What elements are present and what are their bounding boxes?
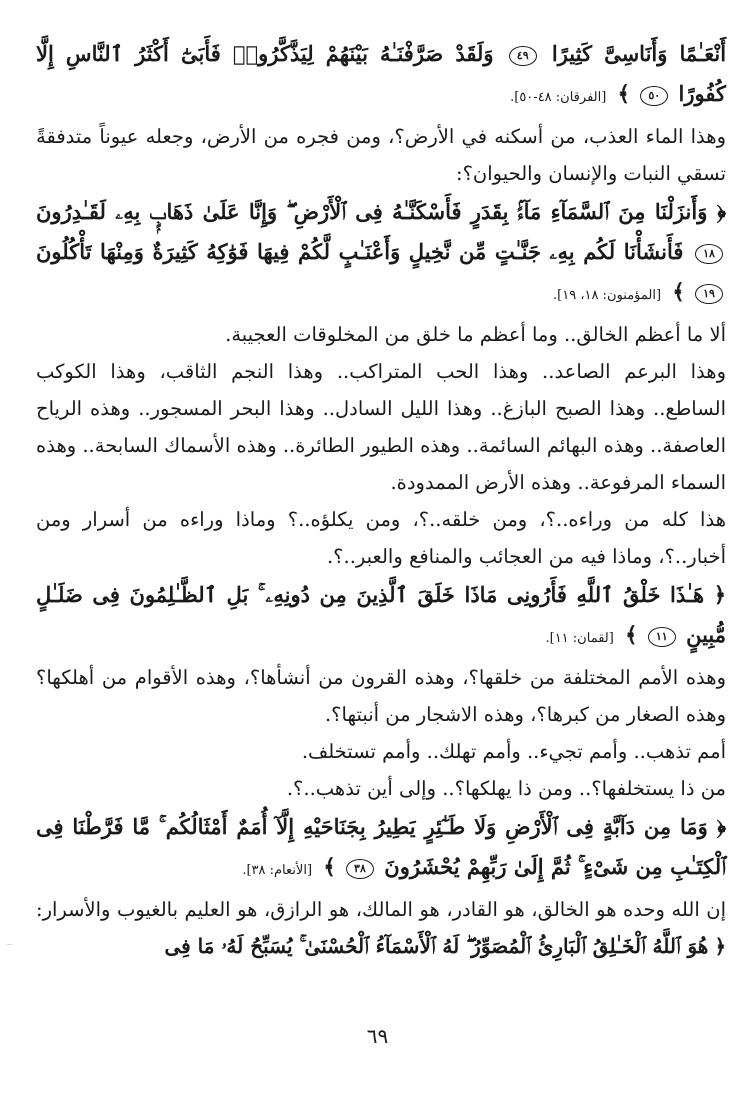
ayah-number: ١٨ <box>695 244 723 264</box>
ayah-number: ٥٠ <box>640 86 668 106</box>
paragraph-with-verse <box>36 891 726 965</box>
paragraph <box>36 770 726 807</box>
brace-close: ﴾ <box>625 622 638 647</box>
verse-text: فَأَنشَأْنَا لَكُم بِهِۦ جَنَّـٰتٍ مِّن نَّخِيلٍ وَأَعْنَـٰبٍ لَّكُمْ فِيهَا فَوَٰكِهُ كَثِيرَةٌ وَمِنْهَا تَأْكُلُونَ <box>36 239 684 264</box>
quran-block-luqman <box>36 575 726 659</box>
quran-block-muminun <box>36 192 726 316</box>
verse-text: هُوَ ٱللَّهُ ٱلْخَـٰلِقُ ٱلْبَارِئُ ٱلْمُصَوِّرُ ۖ لَهُ ٱلْأَسْمَآءُ ٱلْحُسْنَىٰ ۚ يُسَبِّحُ لَهُۥ مَا فِى <box>164 934 709 958</box>
verse-text: وَلَقَدْ صَرَّفْنَـٰهُ بَيْنَهُمْ لِيَذَّكَّرُوا۟ فَأَبَىٰٓ أَكْثَرُ ٱلنَّاسِ إِلَّا كُفُورًا <box>36 41 726 106</box>
paragraph-text: أمم تذهب.. وأمم تجيء.. وأمم تهلك.. وأمم تستخلف. <box>301 740 726 763</box>
brace-close: ﴾ <box>672 279 685 304</box>
verse-text: أَنْعَـٰمًا وَأَنَاسِىَّ كَثِيرًا <box>551 41 727 66</box>
ayah-number: ٣٨ <box>346 859 374 879</box>
paragraph <box>36 316 726 353</box>
brace-close: ﴾ <box>323 854 336 879</box>
paragraph-text: وهذا الماء العذب، من أسكنه في الأرض؟، ومن فجره من الأرض، وجعله عيوناً متدفقةً تسقي النبات والإنسان والحيوان؟: <box>36 125 726 185</box>
quran-block-furqan <box>36 34 726 118</box>
paragraph-text: هذا كله من وراءه..؟، ومن خلقه..؟، ومن يكلؤه..؟ وماذا وراءه من أسرار ومن أخبار..؟، وماذا فيه من العجائب والمنافع والعبر..؟. <box>36 508 726 568</box>
quran-block-anam <box>36 807 726 891</box>
verse-reference: [لقمان: ١١]. <box>545 631 614 646</box>
verse-reference: [الفرقان: ٤٨-٥٠]. <box>510 90 607 105</box>
paragraph <box>36 659 726 733</box>
paragraph <box>36 733 726 770</box>
paragraph-text: إن الله وحده هو الخالق، هو القادر، هو المالك، هو الرازق، هو العليم بالغيوب والأسرار: <box>36 898 726 921</box>
ayah-number: ٤٩ <box>509 46 537 66</box>
brace-close: ﴾ <box>617 81 630 106</box>
brace-open: ﴿ <box>716 814 726 839</box>
paragraph-text: من ذا يستخلفها؟.. ومن ذا يهلكها؟.. وإلى أين تذهب..؟. <box>286 777 726 800</box>
ayah-number: ١٩ <box>695 284 723 304</box>
brace-open: ﴿ <box>716 199 726 224</box>
margin-mark: ⌒ <box>4 945 14 955</box>
paragraph <box>36 118 726 192</box>
verse-text: وَأَنزَلْنَا مِنَ ٱلسَّمَآءِ مَآءًۢ بِقَدَرٍ فَأَسْكَنَّـٰهُ فِى ٱلْأَرْضِ ۖ وَإِنَّا عَلَىٰ ذَهَابٍۭ بِهِۦ لَقَـٰدِرُونَ <box>36 199 708 224</box>
brace-open: ﴿ <box>713 582 727 607</box>
verse-text: هَـٰذَا خَلْقُ ٱللَّهِ فَأَرُونِى مَاذَا خَلَقَ ٱلَّذِينَ مِن دُونِهِۦ ۚ بَلِ ٱلظَّـٰلِمُونَ فِى ضَلَـٰلٍ مُّبِينٍ <box>36 582 726 647</box>
paragraph <box>36 501 726 575</box>
page-number: ٦٩ <box>366 1024 389 1048</box>
ayah-number: ١١ <box>648 627 676 647</box>
paragraph <box>36 353 726 501</box>
verse-reference: [المؤمنون: ١٨، ١٩]. <box>553 288 662 303</box>
paragraph-text: ألا ما أعظم الخالق.. وما أعظم ما خلق من المخلوقات العجيبة. <box>225 323 726 346</box>
verse-reference: [الأنعام: ٣٨]. <box>242 863 313 878</box>
verse-text: وَمَا مِن دَآبَّةٍ فِى ٱلْأَرْضِ وَلَا طَـٰٓئِرٍ يَطِيرُ بِجَنَاحَيْهِ إِلَّآ أُمَمٌ أَمْثَالُكُم ۚ مَّا فَرَّطْنَا فِى ٱلْكِتَـٰبِ مِن شَىْءٍ ۚ ثُمَّ إِلَىٰ رَبِّهِمْ يُحْشَرُونَ <box>36 814 726 879</box>
paragraph-text: وهذه الأمم المختلفة من خلقها؟، وهذه القرون من أنشأها؟، وهذه الأقوام من أهلكها؟وهذه الصغار من كبرها؟، وهذه الاشجار من أنبتها؟. <box>36 666 726 726</box>
page-body <box>36 34 726 965</box>
paragraph-text: وهذا البرعم الصاعد.. وهذا الحب المتراكب.. وهذا النجم الثاقب، وهذا الكوكب الساطع.. وهذا الصبح البازغ.. وهذا الليل السادل.. وهذا البحر المسجور.. وهذه الرياح العاصفة.. وهذه البهائم السائمة.. وهذه الطيور الطائرة.. وهذه الأسماك السابحة.. وهذه السماء المرفوعة.. وهذه الأرض الممدودة. <box>36 360 726 494</box>
brace-open: ﴿ <box>714 935 726 958</box>
